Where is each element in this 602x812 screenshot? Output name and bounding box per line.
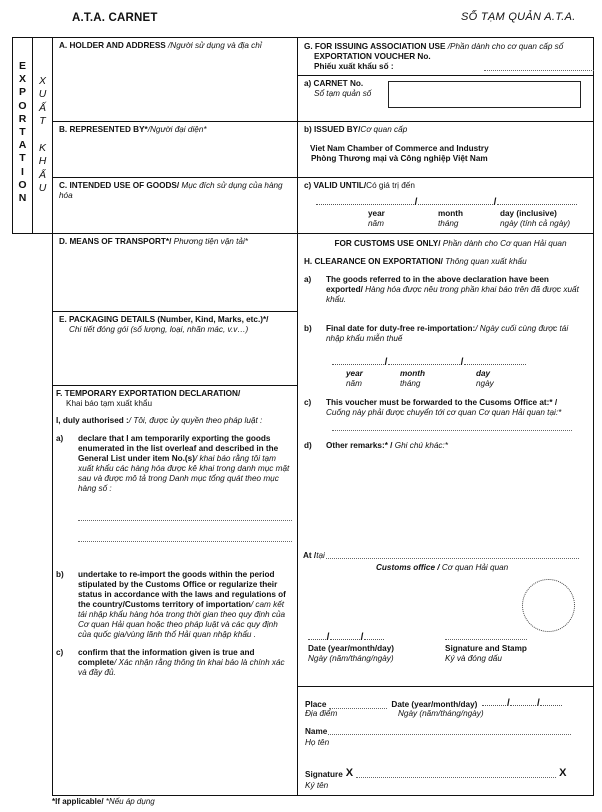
strip-label-exportation: E X P O R T A T I O N [18, 60, 27, 205]
signature-field[interactable] [356, 770, 556, 778]
declaration-item-b: b) undertake to re-import the goods within the period stipulated by the Customs Office or regularize their status in accordance with the laws and regulations of the country/Customs territory of importation/ cam kết tái nhập khẩu hàng hóa trong thời gian theo quy định của Cơ quan Hải quan hoặc theo pháp luật và các quy định của quốc gia/vùng lãnh thổ Hải quan nhập khẩu . [56, 570, 286, 639]
signature-start-mark: X [345, 767, 354, 779]
section-f-title: F. TEMPORARY EXPORTATION DECLARATION/ [56, 389, 241, 398]
customs-date-field[interactable]: / / [308, 632, 384, 644]
section-c-intended-use[interactable]: C. INTENDED USE OF GOODS/ Mục đích sử dụng của hàng hóa [52, 177, 298, 234]
stamp-area[interactable] [522, 579, 575, 632]
section-holder-signature: Place Date (year/month/day) / / Địa điểm Ngày (năm/tháng/ngày) Name Họ tên Signature X X Ký tên [297, 686, 594, 796]
clearance-item-a: a) The goods referred to in the above declaration have been exported/ Hàng hóa được nêu trong phần khai báo trên đã được xuất khẩu. [304, 275, 579, 304]
clearance-item-b: b) Final date for duty-free re-importation:/ Ngày cuối cùng được tái nhập khẩu miễn thuế [304, 324, 569, 343]
reimport-date-field[interactable]: / / [332, 357, 587, 369]
clearance-item-c: c) This voucher must be forwarded to the Cusoms Office at:* / Cuống này phải được chuyển tới cơ quan Cơ quan Hải quan tại:* [304, 398, 562, 418]
section-g-issuing: G. FOR ISSUING ASSOCIATION USE /Phần dành cho cơ quan cấp sổ EXPORTATION VOUCHER No. Phiếu xuất khẩu số : [297, 37, 594, 76]
section-customs-use: FOR CUSTOMS USE ONLY/ Phần dành cho Cơ quan Hải quan H. CLEARANCE ON EXPORTATION/ Thông quan xuất khẩu a) The goods referred to in the above declaration have been exported/ Hàng hóa được nêu trong phần khai báo trên đã được xuất khẩu. b) Final date for duty-free re-importation:/ Ngày cuối cùng được tái nhập khẩu miễn thuế / / year năm month tháng day ngày c) This voucher must be forwarded to the Cusoms Office at:* / Cuống này phải được chuyển tới cơ quan Cơ quan Hải quan tại:* d) Other remarks:* / Ghi chú khác:* At / tại Customs office / Cơ quan Hải quan / / Date (year/month/day) Ngày (năm/tháng/ngày) Signature and Stamp Ký và đóng dấu [297, 233, 594, 687]
document-title: A.T.A. CARNET [72, 12, 158, 24]
valid-until-date-field[interactable]: / / [316, 197, 577, 209]
declaration-item-c: c) confirm that the information given is true and complete/ Xác nhận rằng thông tin khai báo là chính xác và đầy đủ. [56, 648, 285, 677]
other-remarks-field[interactable] [328, 466, 578, 546]
section-a-holder[interactable]: A. HOLDER AND ADDRESS /Người sử dụng và địa chỉ [52, 37, 298, 122]
name-field[interactable] [328, 727, 571, 735]
declaration-item-a: a) declare that I am temporarily exporting the goods enumerated in the list overleaf and described in the General List under item No.(s)/ khai báo rằng tôi tạm xuất khẩu các hàng hóa được kê khai trong danh mục mặt sau và được mô tả trong Danh mục tổng quát theo mục hàng số : [56, 434, 290, 493]
section-d-transport[interactable]: D. MEANS OF TRANSPORT*/ Phương tiện vận tải* [52, 233, 298, 312]
place-field[interactable] [329, 701, 387, 709]
section-issued-by: b) ISSUED BY/Cơ quan cấp Viet Nam Chamber of Commerce and Industry Phòng Thương mại và Công nghiệp Việt Nam [297, 121, 594, 178]
forward-office-field[interactable] [332, 430, 572, 431]
section-e-packaging[interactable]: E. PACKAGING DETAILS (Number, Kind, Marks, etc.)*/ Chi tiết đóng gói (số lượng, loại, nhãn mác, v.v…) [52, 311, 298, 386]
customs-office-field[interactable] [326, 551, 579, 559]
carnet-number-input[interactable] [388, 81, 581, 108]
clearance-item-d: d) Other remarks:* / Ghi chú khác:* [304, 441, 448, 451]
signature-end-mark: X [559, 767, 567, 779]
strip-label-xuat-khau: X U Ấ T K H Ẩ U [38, 75, 47, 195]
section-carnet-no: a) CARNET No. Sổ tạm quản số [297, 75, 594, 122]
holder-date-field[interactable]: / / [482, 698, 562, 710]
section-f-declaration: F. TEMPORARY EXPORTATION DECLARATION/ Khai báo tạm xuất khẩu I, duly authorised :/ Tôi, được ủy quyền theo pháp luật : a) declare that I am temporarily exporting the goods enumerated in the list overleaf and described in the General List under item No.(s)/ khai báo rằng tôi tạm xuất khẩu các hàng hóa được kê khai trong danh mục mặt sau và được mô tả trong Danh mục tổng quát theo mục hàng số : b) undertake to re-import the goods within the period stipulated by the Customs Office or regularize their status in accordance with the laws and regulations of the country/Customs territory of importation/ cam kết tái nhập khẩu hàng hóa trong thời gian theo quy định của Cơ quan Hải quan hoặc theo pháp luật và các quy định của quốc gia/vùng lãnh thổ Hải quan nhập khẩu . c) confirm that the information given is true and complete/ Xác nhận rằng thông tin khai báo là chính xác và đầy đủ. [52, 385, 298, 796]
section-valid-until: c) VALID UNTIL/Có giá trị đến / / year năm month tháng day (inclusive) ngày (tính cả ngày) [297, 177, 594, 234]
customs-signature-field[interactable] [445, 639, 527, 640]
item-numbers-line-2[interactable] [78, 541, 292, 542]
footnote: *If applicable/ *Nếu áp dụng [52, 797, 155, 806]
document-title-vi: SỐ TẠM QUẢN A.T.A. [461, 11, 576, 23]
voucher-number-field[interactable] [484, 62, 594, 71]
item-numbers-line-1[interactable] [78, 520, 292, 521]
section-b-represented[interactable]: B. REPRESENTED BY*/Người đại diện* [52, 121, 298, 178]
